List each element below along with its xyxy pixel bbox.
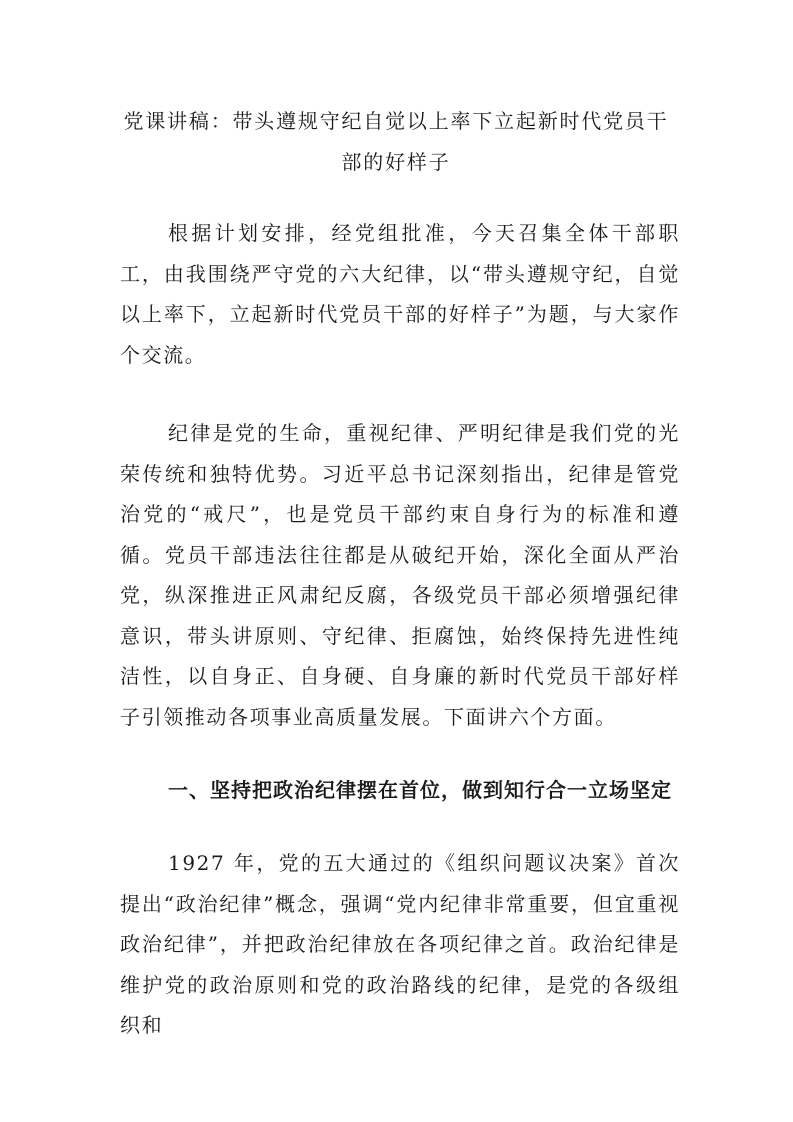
section-paragraph: 1927 年，党的五大通过的《组织问题议决案》首次提出“政治纪律”概念，强调“党内纪律非常重要，但宜重视政治纪律”，并把政治纪律放在各项纪律之首。政治纪律是维护党的政治原则和党的政治路线的纪律，是党的各级组织和: [120, 851, 680, 1037]
body-paragraph: 纪律是党的生命，重视纪律、严明纪律是我们党的光荣传统和独特优势。习近平总书记深刻指出，纪律是管党治党的“戒尺”，也是党员干部约束自身行为的标准和遵循。党员干部违法往往都是从破纪开始，深化全面从严治党，纵深推进正风肃纪反腐，各级党员干部必须增强纪律意识，带头讲原则、守纪律、拒腐蚀，始终保持先进性纯洁性，以自身正、自身硬、自身廉的新时代党员干部好样子引领推动各项事业高质量发展。下面讲六个方面。: [120, 421, 680, 729]
intro-paragraph: 根据计划安排，经党组批准，今天召集全体干部职工，由我围绕严守党的六大纪律，以“带头遵规守纪，自觉以上率下，立起新时代党员干部的好样子”为题，与大家作个交流。: [120, 221, 680, 367]
section-heading: 一、坚持把政治纪律摆在首位，做到知行合一立场坚定: [168, 778, 672, 802]
document-title: 党课讲稿：带头遵规守纪自觉以上率下立起新时代党员干部的好样子: [123, 109, 669, 174]
